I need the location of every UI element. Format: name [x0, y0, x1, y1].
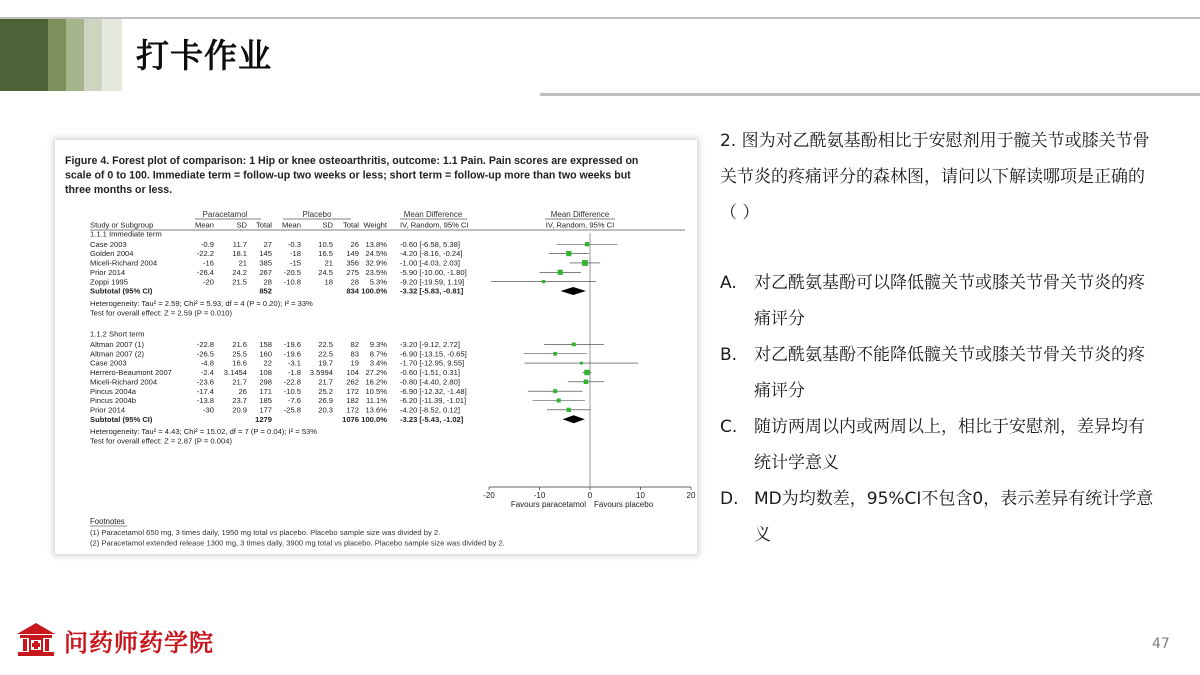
- study-cell: -17.4: [196, 386, 214, 396]
- forest-plot-svg: [55, 140, 697, 554]
- study-cell: 262: [346, 377, 359, 387]
- study-cell: Prior 2014: [90, 267, 126, 277]
- study-cell: -0.80 [-4.40, 2.80]: [400, 377, 460, 387]
- study-cell: -2.4: [200, 368, 214, 378]
- option-text: 对乙酰氨基酚可以降低髋关节或膝关节骨关节炎的疼痛评分: [754, 273, 1145, 329]
- option-text: MD为均数差，95%CI不包含0，表示差异有统计学意义: [754, 489, 1154, 545]
- brand-logo: [16, 622, 214, 658]
- x-axis-tick-label: 10: [636, 491, 645, 500]
- study-cell: 8.7%: [369, 349, 387, 359]
- option-text: 随访两周以内或两周以上，相比于安慰剂，差异均有统计学意义: [754, 417, 1145, 473]
- study-cell: 24.5: [318, 267, 333, 277]
- column-header: Mean: [195, 220, 214, 230]
- study-cell: -1.8: [287, 368, 301, 378]
- study-cell: -7.6: [287, 396, 301, 406]
- study-cell: 177: [259, 405, 272, 415]
- title-underline: [540, 93, 1200, 96]
- study-cell: -20.5: [283, 267, 301, 277]
- study-cell: Prior 2014: [90, 405, 126, 415]
- study-cell: 21: [324, 258, 333, 268]
- study-cell: -3.1: [287, 358, 301, 368]
- study-cell: 16.5: [318, 249, 333, 259]
- study-cell: 20.9: [232, 405, 247, 415]
- group-header-md-plot: Mean Difference: [550, 210, 610, 219]
- study-cell: 158: [259, 340, 272, 349]
- footnotes-heading: Footnotes: [90, 517, 125, 526]
- study-cell: 11.1%: [366, 396, 387, 406]
- effect-marker: [557, 398, 561, 402]
- study-cell: 82: [350, 340, 359, 349]
- study-cell: -10.8: [283, 277, 301, 287]
- heterogeneity-text: Heterogeneity: Tau² = 4.43; Chi² = 15.02, df = 7 (P = 0.04); I² = 53%: [90, 427, 318, 437]
- study-cell: 22.5: [318, 349, 333, 359]
- study-cell: 385: [259, 258, 272, 268]
- question-block: [720, 123, 1160, 553]
- study-cell: Herrero-Beaumont 2007: [90, 368, 172, 378]
- study-cell: 149: [346, 249, 359, 259]
- footnote-line: (2) Paracetamol extended release 1300 mg, 3 times daily, 3900 mg total vs placebo. Placebo sample size was divided by 2.: [90, 538, 505, 548]
- study-cell: 185: [259, 396, 272, 406]
- study-cell: 26: [350, 239, 359, 249]
- study-cell: 21.7: [232, 377, 247, 387]
- column-header: IV, Random, 95% CI: [545, 220, 615, 230]
- option-a[interactable]: [720, 265, 1160, 337]
- study-cell: -19.6: [283, 349, 301, 359]
- study-cell: 19: [350, 358, 359, 368]
- subtotal-n2: 834: [346, 286, 359, 296]
- study-cell: 19.7: [318, 358, 333, 368]
- study-cell: -25.8: [283, 405, 301, 415]
- effect-marker: [566, 251, 571, 256]
- figure-caption-line: three months or less.: [65, 184, 173, 196]
- group-header-md: Mean Difference: [403, 210, 463, 219]
- study-cell: Miceli-Richard 2004: [90, 258, 158, 268]
- study-cell: 16.2%: [365, 377, 387, 387]
- deco-bar-3: [66, 18, 84, 91]
- study-cell: 13.8%: [365, 239, 387, 249]
- brand-name: 问药师药学院: [64, 628, 214, 657]
- effect-marker: [553, 389, 557, 393]
- option-letter: D.: [720, 489, 739, 509]
- study-cell: 356: [346, 258, 359, 268]
- study-cell: 20.3: [318, 405, 333, 415]
- footnote-line: (1) Paracetamol 650 mg, 3 times daily, 1950 mg total vs placebo. Placebo sample size was divided by 2.: [90, 528, 441, 537]
- subtotal-weight: 100.0%: [361, 286, 387, 296]
- study-cell: 18: [324, 277, 333, 287]
- study-cell: 28: [263, 277, 272, 287]
- column-header: SD: [322, 220, 333, 230]
- subgroup-heading: 1.1.2 Short term: [90, 329, 145, 339]
- study-cell: 24.5%: [365, 249, 387, 259]
- deco-bar-1: [0, 18, 48, 91]
- subtotal-n1: 852: [259, 286, 272, 296]
- study-cell: -0.9: [200, 239, 214, 249]
- study-cell: Zoppi 1995: [90, 277, 128, 287]
- study-cell: 21.5: [232, 277, 247, 287]
- subtotal-diamond: [563, 415, 585, 423]
- effect-marker: [580, 362, 583, 365]
- option-b[interactable]: [720, 337, 1160, 409]
- study-cell: -5.90 [-10.00, -1.80]: [400, 267, 467, 277]
- study-cell: 21.7: [318, 377, 333, 387]
- study-cell: -23.6: [196, 377, 214, 387]
- option-c[interactable]: [720, 409, 1160, 481]
- column-header: Mean: [282, 220, 301, 230]
- study-cell: Case 2003: [90, 358, 127, 368]
- study-cell: -15: [290, 258, 301, 268]
- study-cell: 172: [346, 386, 359, 396]
- study-cell: 23.5%: [365, 267, 387, 277]
- study-cell: -20: [203, 277, 214, 287]
- study-cell: 171: [259, 386, 272, 396]
- heterogeneity-text: Heterogeneity: Tau² = 2.59; Chi² = 5.93, df = 4 (P = 0.20); I² = 33%: [90, 298, 313, 308]
- study-cell: 23.7: [232, 396, 247, 406]
- effect-marker: [584, 380, 589, 385]
- subtotal-label: Subtotal (95% CI): [90, 414, 153, 424]
- study-cell: 25.2: [318, 386, 333, 396]
- slide-title: 打卡作业: [136, 36, 272, 75]
- study-cell: 21: [238, 258, 247, 268]
- x-axis-tick-label: 20: [686, 491, 696, 500]
- x-axis-tick-label: -20: [483, 491, 495, 500]
- subtotal-ci: -3.23 [-5.43, -1.02]: [400, 414, 464, 424]
- study-cell: -1.00 [-4.03, 2.03]: [400, 258, 460, 268]
- study-cell: Altman 2007 (2): [90, 349, 145, 359]
- study-cell: 25.5: [232, 349, 247, 359]
- figure-caption-line: scale of 0 to 100. Immediate term = follow-up two weeks or less; short term = follow-up more than two weeks but: [65, 169, 631, 182]
- study-cell: Miceli-Richard 2004: [90, 377, 158, 387]
- study-cell: -0.60 [-1.51, 0.31]: [400, 368, 460, 378]
- study-cell: Pincus 2004a: [90, 386, 137, 396]
- study-cell: -1.70 [-12.95, 9.55]: [400, 358, 465, 368]
- study-cell: -3.20 [-9.12, 2.72]: [400, 340, 460, 349]
- deco-bar-5: [102, 18, 122, 91]
- deco-bar-2: [48, 18, 66, 91]
- study-cell: -22.8: [196, 340, 214, 349]
- option-text: 对乙酰氨基酚不能降低髋关节或膝关节骨关节炎的疼痛评分: [754, 345, 1145, 401]
- effect-marker: [584, 370, 589, 375]
- study-cell: 172: [346, 405, 359, 415]
- study-cell: -26.4: [196, 267, 214, 277]
- figure-caption-line: Figure 4. Forest plot of comparison: 1 Hip or knee osteoarthritis, outcome: 1.1 Pain. Pain scores are expressed on: [65, 155, 639, 167]
- study-cell: -22.8: [283, 377, 301, 387]
- question-stem: 2. 图为对乙酰氨基酚相比于安慰剂用于髋关节或膝关节骨关节炎的疼痛评分的森林图，请问以下解读哪项是正确的（ ）: [720, 131, 1150, 223]
- study-cell: 32.9%: [365, 258, 387, 268]
- study-cell: -13.8: [196, 396, 214, 406]
- subgroup-heading: 1.1.1 Immediate term: [90, 229, 162, 239]
- subtotal-ci: -3.32 [-5.83, -0.81]: [400, 286, 464, 296]
- study-cell: -6.20 [-11.39, -1.01]: [400, 396, 467, 406]
- group-header-placebo: Placebo: [302, 210, 332, 219]
- study-cell: 21.6: [232, 340, 247, 349]
- favours-left-label: Favours paracetamol: [510, 500, 586, 509]
- effect-marker: [558, 270, 563, 275]
- study-cell: -30: [203, 405, 214, 415]
- effect-marker: [567, 408, 571, 412]
- subtotal-weight: 100.0%: [361, 414, 387, 424]
- study-cell: -4.20 [-8.16, -0.24]: [400, 249, 463, 259]
- study-cell: 10.5%: [365, 386, 387, 396]
- study-cell: 5.3%: [369, 277, 387, 287]
- study-cell: -19.6: [283, 340, 301, 349]
- forest-plot-figure: [55, 140, 697, 554]
- overall-effect-text: Test for overall effect: Z = 2.87 (P = 0.004): [90, 436, 232, 446]
- study-cell: 9.3%: [369, 340, 387, 349]
- study-cell: Case 2003: [90, 239, 127, 249]
- overall-effect-text: Test for overall effect: Z = 2.59 (P = 0.010): [90, 308, 232, 318]
- column-header: Study or Subgroup: [90, 220, 154, 230]
- study-cell: 22: [263, 358, 272, 368]
- study-cell: -22.2: [196, 249, 214, 259]
- study-cell: -4.8: [200, 358, 214, 368]
- option-letter: C.: [720, 417, 738, 437]
- study-cell: 13.6%: [365, 405, 387, 415]
- study-cell: 298: [259, 377, 272, 387]
- x-axis-tick-label: -10: [533, 491, 546, 500]
- option-d[interactable]: [720, 481, 1160, 553]
- effect-marker: [582, 260, 588, 266]
- study-cell: -10.5: [283, 386, 301, 396]
- column-header: IV, Random, 95% CI: [400, 220, 469, 230]
- subtotal-diamond: [561, 287, 586, 295]
- study-cell: Pincus 2004b: [90, 396, 137, 406]
- study-cell: 26: [238, 386, 247, 396]
- effect-marker: [585, 242, 589, 246]
- study-cell: 28: [350, 277, 359, 287]
- option-letter: B.: [720, 345, 738, 365]
- study-cell: 104: [346, 368, 359, 378]
- study-cell: -6.90 [-13.15, -0.65]: [400, 349, 467, 359]
- study-cell: 16.6: [232, 358, 247, 368]
- study-cell: -18: [290, 249, 301, 259]
- study-cell: 24.2: [232, 267, 247, 277]
- study-cell: 22.5: [318, 340, 333, 349]
- x-axis-tick-label: 0: [587, 491, 593, 500]
- column-header: Total: [255, 220, 272, 230]
- study-cell: 145: [259, 249, 272, 259]
- study-cell: 3.5994: [309, 368, 333, 378]
- study-cell: 83: [350, 349, 359, 359]
- study-cell: 11.7: [232, 239, 247, 249]
- effect-marker: [542, 280, 545, 283]
- study-cell: 3.1454: [223, 368, 247, 378]
- study-cell: 18.1: [232, 249, 247, 259]
- study-cell: 108: [259, 368, 272, 378]
- favours-right-label: Favours placebo: [594, 500, 654, 509]
- subtotal-n1: 1279: [255, 414, 272, 424]
- study-cell: Altman 2007 (1): [90, 340, 145, 349]
- effect-marker: [553, 352, 557, 356]
- subtotal-label: Subtotal (95% CI): [90, 286, 153, 296]
- study-cell: Golden 2004: [90, 249, 134, 259]
- study-cell: -0.3: [287, 239, 301, 249]
- study-cell: 3.4%: [369, 358, 387, 368]
- subtotal-n2: 1076: [342, 414, 359, 424]
- academy-building-icon: [16, 622, 56, 658]
- group-header-paracetamol: Paracetamol: [202, 210, 248, 219]
- page-number: 47: [1152, 636, 1170, 652]
- study-cell: 182: [346, 396, 359, 406]
- study-cell: -0.60 [-6.58, 5.38]: [400, 239, 460, 249]
- column-header: SD: [236, 220, 247, 230]
- study-cell: -4.20 [-8.52, 0.12]: [400, 405, 460, 415]
- study-cell: -9.20 [-19.59, 1.19]: [400, 277, 465, 287]
- top-divider: [0, 17, 1200, 19]
- effect-marker: [572, 342, 576, 346]
- study-cell: 27: [263, 239, 272, 249]
- study-cell: 27.2%: [365, 368, 387, 378]
- column-header: Total: [342, 220, 359, 230]
- study-cell: 10.5: [318, 239, 333, 249]
- column-header: Weight: [363, 220, 387, 230]
- study-cell: 275: [346, 267, 359, 277]
- study-cell: -16: [203, 258, 214, 268]
- deco-bar-4: [84, 18, 102, 91]
- option-letter: A.: [720, 273, 737, 293]
- study-cell: -6.90 [-12.32, -1.48]: [400, 386, 467, 396]
- study-cell: 267: [259, 267, 272, 277]
- study-cell: -26.5: [196, 349, 214, 359]
- study-cell: 160: [259, 349, 272, 359]
- study-cell: 26.9: [318, 396, 333, 406]
